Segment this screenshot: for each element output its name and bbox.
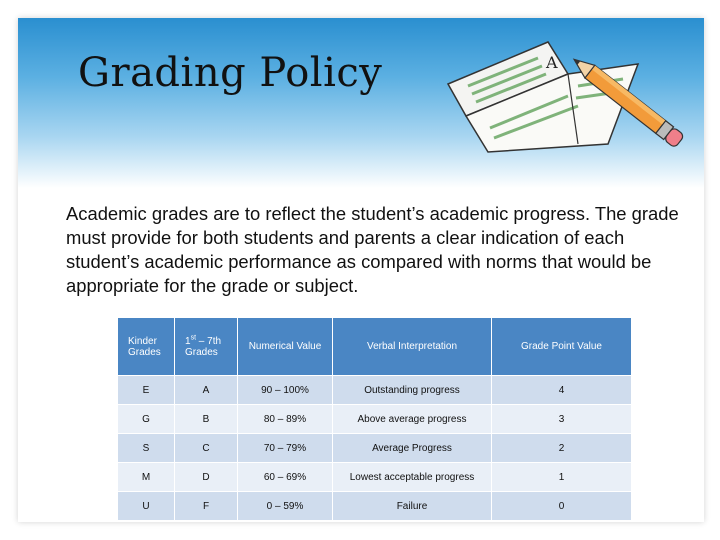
notebook-and-pencil-icon xyxy=(428,24,688,164)
cell-letter: B xyxy=(175,405,238,434)
cell-gpv: 4 xyxy=(492,376,632,405)
header-kinder-line2: Grades xyxy=(128,346,161,358)
table-row xyxy=(118,376,632,405)
table-row xyxy=(118,405,632,434)
cell-letter: D xyxy=(175,463,238,492)
cell-verbal: Above average progress xyxy=(333,405,492,434)
cell-kinder: E xyxy=(118,376,175,405)
header-grade-point-value: Grade Point Value xyxy=(492,318,632,376)
cell-kinder: G xyxy=(118,405,175,434)
cell-verbal: Failure xyxy=(333,492,492,521)
cell-verbal: Outstanding progress xyxy=(333,376,492,405)
cell-gpv: 2 xyxy=(492,434,632,463)
header-numerical-value: Numerical Value xyxy=(238,318,333,376)
cell-numerical: 90 – 100% xyxy=(238,376,333,405)
cell-verbal: Average Progress xyxy=(333,434,492,463)
cell-letter: C xyxy=(175,434,238,463)
cell-numerical: 80 – 89% xyxy=(238,405,333,434)
cell-numerical: 0 – 59% xyxy=(238,492,333,521)
header-verbal-interpretation: Verbal Interpretation xyxy=(333,318,492,376)
table-row xyxy=(118,434,632,463)
cell-verbal: Lowest acceptable progress xyxy=(333,463,492,492)
cell-kinder: S xyxy=(118,434,175,463)
cell-gpv: 3 xyxy=(492,405,632,434)
slide-title: Grading Policy xyxy=(78,50,383,96)
cell-kinder: M xyxy=(118,463,175,492)
cell-numerical: 60 – 69% xyxy=(238,463,333,492)
header-kinder-grades xyxy=(118,318,175,376)
policy-paragraph: Academic grades are to reflect the student’s academic progress. The grade must provide for both students and parents a clear indication of each student’s academic performance as compared with norms that would be appropriate for the grade or subject. xyxy=(66,203,679,296)
header-first-seventh-grades xyxy=(175,318,238,376)
cell-kinder: U xyxy=(118,492,175,521)
slide xyxy=(18,18,704,522)
table-row xyxy=(118,463,632,492)
cell-gpv: 0 xyxy=(492,492,632,521)
cell-letter: F xyxy=(175,492,238,521)
cell-letter: A xyxy=(175,376,238,405)
header-kinder-line1: Kinder xyxy=(128,335,157,347)
grading-table xyxy=(118,318,632,520)
header-first-line2: Grades xyxy=(185,347,218,359)
table-row xyxy=(118,492,632,521)
cell-numerical: 70 – 79% xyxy=(238,434,333,463)
clipart-letter: A xyxy=(546,53,558,72)
cell-gpv: 1 xyxy=(492,463,632,492)
table-header-row xyxy=(118,318,632,376)
header-first-line1: 1st – 7th xyxy=(185,334,222,348)
